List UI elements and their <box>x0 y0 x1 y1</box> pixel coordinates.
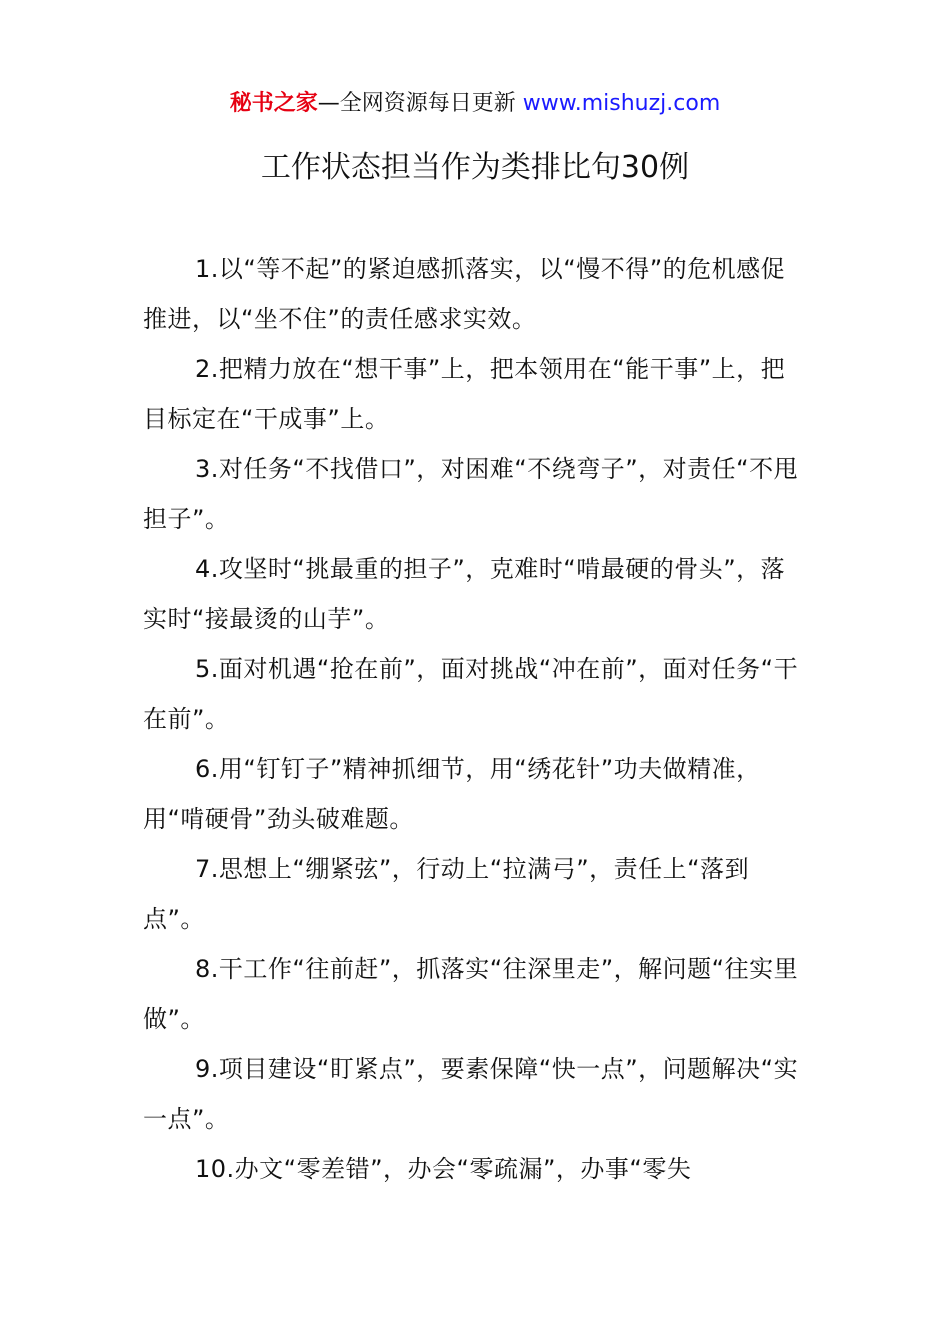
paragraph-1: 1.以“等不起”的紧迫感抓落实，以“慢不得”的危机感促推进，以“坐不住”的责任感求实效。 <box>143 255 786 333</box>
paragraph-3: 3.对任务“不找借口”，对困难“不绕弯子”，对责任“不甩担子”。 <box>143 455 799 533</box>
paragraph-5: 5.面对机遇“抢在前”，面对挑战“冲在前”，面对任务“干在前”。 <box>143 655 799 733</box>
site-header <box>0 88 950 120</box>
document-body <box>143 244 809 1194</box>
header-tagline: —全网资源每日更新 <box>317 91 516 116</box>
site-url-link[interactable]: www.mishuzj.com <box>522 91 721 116</box>
document-title: 工作状态担当作为类排比句30例 <box>260 150 690 185</box>
paragraph-7: 7.思想上“绷紧弦”，行动上“拉满弓”，责任上“落到点”。 <box>143 855 750 933</box>
brand-name: 秘书之家 <box>229 91 318 116</box>
paragraph-9: 9.项目建设“盯紧点”，要素保障“快一点”，问题解决“实一点”。 <box>143 1055 799 1133</box>
paragraph-8: 8.干工作“往前赶”，抓落实“往深里走”，解问题“往实里做”。 <box>143 955 799 1033</box>
paragraph-6: 6.用“钉钉子”精神抓细节，用“绣花针”功夫做精准，用“啃硬骨”劲头破难题。 <box>143 755 761 833</box>
paragraph-2: 2.把精力放在“想干事”上，把本领用在“能干事”上，把目标定在“干成事”上。 <box>143 355 786 433</box>
paragraph-10: 10.办文“零差错”，办会“零疏漏”，办事“零失 <box>195 1155 692 1183</box>
paragraph-4: 4.攻坚时“挑最重的担子”，克难时“啃最硬的骨头”，落实时“接最烫的山芋”。 <box>143 555 786 633</box>
